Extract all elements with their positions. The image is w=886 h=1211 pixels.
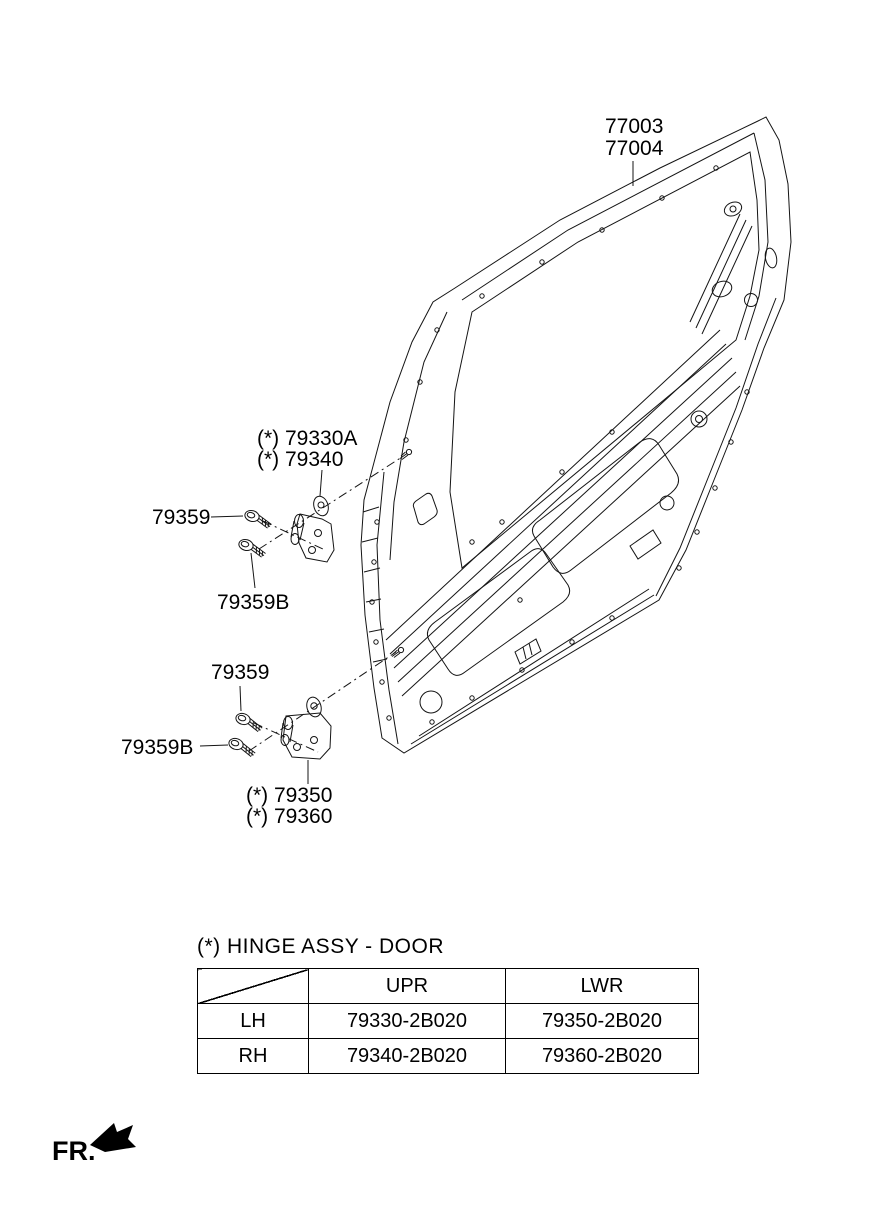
part-number-rh-lwr[interactable]: 79360-2B020 bbox=[506, 1039, 699, 1074]
callout-79359-lower[interactable]: 79359 bbox=[211, 661, 270, 684]
bolt-79359-upper-icon bbox=[243, 509, 274, 529]
row-header-rh: RH bbox=[198, 1039, 309, 1074]
bolt-79359b-lower-icon bbox=[227, 737, 258, 758]
callout-79340[interactable]: (*) 79340 bbox=[257, 448, 344, 471]
table-header-row bbox=[198, 969, 699, 1004]
callout-77004[interactable]: 77004 bbox=[605, 137, 664, 160]
part-number-rh-upr[interactable]: 79340-2B020 bbox=[309, 1039, 506, 1074]
part-number-lh-lwr[interactable]: 79350-2B020 bbox=[506, 1004, 699, 1039]
leader-lines bbox=[200, 161, 633, 784]
callout-79360[interactable]: (*) 79360 bbox=[246, 805, 333, 828]
hinge-table-title: (*) HINGE ASSY - DOOR bbox=[197, 935, 444, 958]
column-header-lwr: LWR bbox=[506, 969, 699, 1004]
bolt-79359-lower-icon bbox=[234, 712, 265, 733]
table-row-rh bbox=[198, 1039, 699, 1074]
callout-79330a[interactable]: (*) 79330A bbox=[257, 427, 358, 450]
callout-79359b-upper[interactable]: 79359B bbox=[217, 591, 290, 614]
callout-labels bbox=[121, 115, 664, 828]
bolt-79359b-upper-icon bbox=[237, 538, 268, 558]
front-direction-block bbox=[50, 1118, 160, 1178]
hinge-assy-table-block bbox=[197, 935, 701, 1074]
rear-door-panel-drawing bbox=[361, 117, 791, 753]
callout-79350[interactable]: (*) 79350 bbox=[246, 784, 333, 807]
front-direction-label: FR. bbox=[52, 1136, 96, 1166]
column-header-upr: UPR bbox=[309, 969, 506, 1004]
row-header-lh: LH bbox=[198, 1004, 309, 1039]
callout-77003[interactable]: 77003 bbox=[605, 115, 664, 138]
table-corner-diagonal-cell bbox=[198, 969, 309, 1004]
callout-79359-upper[interactable]: 79359 bbox=[152, 506, 211, 529]
door-edge-bolt-lower-icon bbox=[392, 647, 404, 657]
callout-79359b-lower[interactable]: 79359B bbox=[121, 736, 194, 759]
hinge-assy-table bbox=[197, 968, 699, 1074]
part-number-lh-upr[interactable]: 79330-2B020 bbox=[309, 1004, 506, 1039]
lower-door-hinge-drawing bbox=[281, 696, 331, 759]
table-row-lh bbox=[198, 1004, 699, 1039]
